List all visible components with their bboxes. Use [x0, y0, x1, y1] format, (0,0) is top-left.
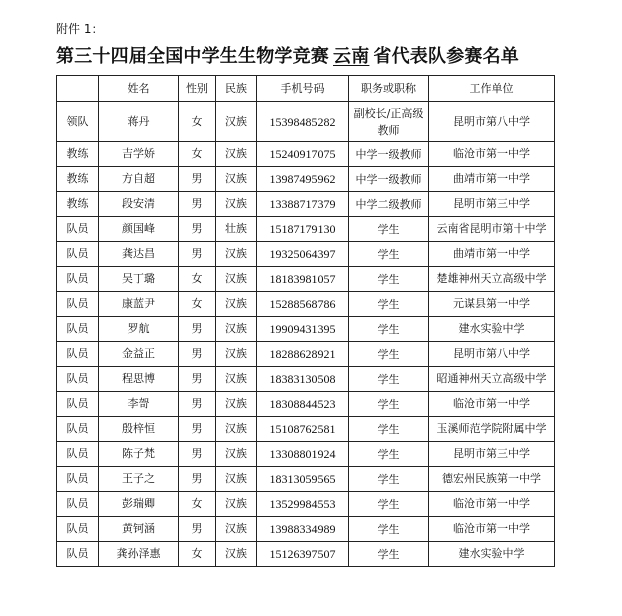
- table-row: [57, 367, 555, 392]
- unit-cell: 建水实验中学: [429, 317, 555, 342]
- role-cell: 队员: [57, 242, 99, 267]
- title-suffix: 省代表队参赛名单: [373, 46, 520, 67]
- name-cell: 颜国峰: [99, 217, 179, 242]
- title-cell: 学生: [349, 342, 429, 367]
- name-cell: 方自超: [99, 167, 179, 192]
- unit-cell: 昆明市第三中学: [429, 192, 555, 217]
- gender-cell: 女: [179, 267, 216, 292]
- table-row: [57, 102, 555, 142]
- role-cell: 队员: [57, 517, 99, 542]
- column-header-name: 姓名: [99, 76, 179, 102]
- unit-cell: 建水实验中学: [429, 542, 555, 567]
- column-header-phone: 手机号码: [257, 76, 349, 102]
- role-cell: 队员: [57, 217, 99, 242]
- table-row: [57, 317, 555, 342]
- title-prefix: 第三十四届全国中学生生物学竞赛: [56, 46, 329, 67]
- role-cell: 队员: [57, 367, 99, 392]
- roster-table: [56, 75, 555, 567]
- ethnicity-cell: 壮族: [216, 217, 257, 242]
- name-cell: 陈子梵: [99, 442, 179, 467]
- unit-cell: 昭通神州天立高级中学: [429, 367, 555, 392]
- gender-cell: 男: [179, 392, 216, 417]
- table-row: [57, 442, 555, 467]
- title-cell: 学生: [349, 467, 429, 492]
- role-cell: 队员: [57, 542, 99, 567]
- gender-cell: 女: [179, 542, 216, 567]
- unit-cell: 玉溪师范学院附属中学: [429, 417, 555, 442]
- table-row: [57, 342, 555, 367]
- role-cell: 教练: [57, 142, 99, 167]
- title-cell: 学生: [349, 267, 429, 292]
- column-header-unit: 工作单位: [429, 76, 555, 102]
- title-cell: 学生: [349, 442, 429, 467]
- phone-cell: 18383130508: [257, 367, 349, 392]
- table-row: [57, 492, 555, 517]
- title-cell: 学生: [349, 392, 429, 417]
- title-cell: 学生: [349, 292, 429, 317]
- ethnicity-cell: 汉族: [216, 467, 257, 492]
- title-cell: 中学一级教师: [349, 167, 429, 192]
- ethnicity-cell: 汉族: [216, 442, 257, 467]
- ethnicity-cell: 汉族: [216, 392, 257, 417]
- gender-cell: 男: [179, 467, 216, 492]
- phone-cell: 15240917075: [257, 142, 349, 167]
- document-title: [56, 42, 519, 68]
- role-cell: 队员: [57, 492, 99, 517]
- unit-cell: 昆明市第八中学: [429, 102, 555, 142]
- role-cell: 队员: [57, 442, 99, 467]
- ethnicity-cell: 汉族: [216, 292, 257, 317]
- phone-cell: 19909431395: [257, 317, 349, 342]
- name-cell: 康蓝尹: [99, 292, 179, 317]
- ethnicity-cell: 汉族: [216, 167, 257, 192]
- name-cell: 彭瑞卿: [99, 492, 179, 517]
- phone-cell: 18288628921: [257, 342, 349, 367]
- name-cell: 金益正: [99, 342, 179, 367]
- table-row: [57, 392, 555, 417]
- role-cell: 队员: [57, 317, 99, 342]
- header-row: [57, 76, 555, 102]
- name-cell: 龚孙泽惠: [99, 542, 179, 567]
- name-cell: 吴丁璐: [99, 267, 179, 292]
- gender-cell: 男: [179, 167, 216, 192]
- unit-cell: 昆明市第三中学: [429, 442, 555, 467]
- phone-cell: 15126397507: [257, 542, 349, 567]
- table-row: [57, 292, 555, 317]
- table-row: [57, 167, 555, 192]
- table-row: [57, 192, 555, 217]
- phone-cell: 13988334989: [257, 517, 349, 542]
- title-cell: 学生: [349, 542, 429, 567]
- title-cell: 中学二级教师: [349, 192, 429, 217]
- phone-cell: 13529984553: [257, 492, 349, 517]
- ethnicity-cell: 汉族: [216, 267, 257, 292]
- table-row: [57, 467, 555, 492]
- phone-cell: 19325064397: [257, 242, 349, 267]
- column-header-ethnicity: 民族: [216, 76, 257, 102]
- unit-cell: 临沧市第一中学: [429, 517, 555, 542]
- ethnicity-cell: 汉族: [216, 192, 257, 217]
- unit-cell: 曲靖市第一中学: [429, 242, 555, 267]
- column-header-role: [57, 76, 99, 102]
- gender-cell: 男: [179, 417, 216, 442]
- table-row: [57, 542, 555, 567]
- ethnicity-cell: 汉族: [216, 342, 257, 367]
- gender-cell: 男: [179, 517, 216, 542]
- ethnicity-cell: 汉族: [216, 142, 257, 167]
- gender-cell: 男: [179, 317, 216, 342]
- table-row: [57, 417, 555, 442]
- title-province: 云南: [333, 46, 370, 67]
- table-row: [57, 142, 555, 167]
- role-cell: 队员: [57, 467, 99, 492]
- name-cell: 龚达昌: [99, 242, 179, 267]
- phone-cell: 15108762581: [257, 417, 349, 442]
- title-cell: 学生: [349, 417, 429, 442]
- table-row: [57, 217, 555, 242]
- unit-cell: 曲靖市第一中学: [429, 167, 555, 192]
- annex-label: 附件 1：: [56, 22, 104, 36]
- gender-cell: 女: [179, 292, 216, 317]
- unit-cell: 德宏州民族第一中学: [429, 467, 555, 492]
- role-cell: 教练: [57, 192, 99, 217]
- title-cell: 学生: [349, 317, 429, 342]
- unit-cell: 临沧市第一中学: [429, 392, 555, 417]
- title-cell: 学生: [349, 217, 429, 242]
- title-cell: 副校长/正高级教师: [349, 102, 429, 142]
- ethnicity-cell: 汉族: [216, 517, 257, 542]
- unit-cell: 临沧市第一中学: [429, 492, 555, 517]
- name-cell: 王子之: [99, 467, 179, 492]
- phone-cell: 18313059565: [257, 467, 349, 492]
- name-cell: 段安清: [99, 192, 179, 217]
- role-cell: 队员: [57, 392, 99, 417]
- column-header-gender: 性别: [179, 76, 216, 102]
- name-cell: 程思博: [99, 367, 179, 392]
- unit-cell: 云南省昆明市第十中学: [429, 217, 555, 242]
- role-cell: 队员: [57, 342, 99, 367]
- title-cell: 学生: [349, 517, 429, 542]
- ethnicity-cell: 汉族: [216, 492, 257, 517]
- title-cell: 中学一级教师: [349, 142, 429, 167]
- name-cell: 李哿: [99, 392, 179, 417]
- ethnicity-cell: 汉族: [216, 542, 257, 567]
- name-cell: 黄钶涵: [99, 517, 179, 542]
- column-header-title: 职务或职称: [349, 76, 429, 102]
- ethnicity-cell: 汉族: [216, 242, 257, 267]
- gender-cell: 女: [179, 492, 216, 517]
- phone-cell: 15288568786: [257, 292, 349, 317]
- table-row: [57, 267, 555, 292]
- gender-cell: 男: [179, 192, 216, 217]
- table-row: [57, 242, 555, 267]
- role-cell: 队员: [57, 267, 99, 292]
- unit-cell: 楚雄神州天立高级中学: [429, 267, 555, 292]
- role-cell: 领队: [57, 102, 99, 142]
- gender-cell: 男: [179, 367, 216, 392]
- name-cell: 殷梓恒: [99, 417, 179, 442]
- unit-cell: 元谋县第一中学: [429, 292, 555, 317]
- phone-cell: 15187179130: [257, 217, 349, 242]
- gender-cell: 女: [179, 102, 216, 142]
- ethnicity-cell: 汉族: [216, 317, 257, 342]
- phone-cell: 15398485282: [257, 102, 349, 142]
- role-cell: 队员: [57, 417, 99, 442]
- phone-cell: 18183981057: [257, 267, 349, 292]
- unit-cell: 临沧市第一中学: [429, 142, 555, 167]
- roster-body: [57, 102, 555, 567]
- ethnicity-cell: 汉族: [216, 417, 257, 442]
- gender-cell: 男: [179, 342, 216, 367]
- phone-cell: 13388717379: [257, 192, 349, 217]
- ethnicity-cell: 汉族: [216, 102, 257, 142]
- ethnicity-cell: 汉族: [216, 367, 257, 392]
- name-cell: 蒋丹: [99, 102, 179, 142]
- name-cell: 罗航: [99, 317, 179, 342]
- name-cell: 吉学娇: [99, 142, 179, 167]
- role-cell: 教练: [57, 167, 99, 192]
- gender-cell: 男: [179, 242, 216, 267]
- gender-cell: 女: [179, 142, 216, 167]
- table-row: [57, 517, 555, 542]
- unit-cell: 昆明市第八中学: [429, 342, 555, 367]
- phone-cell: 13308801924: [257, 442, 349, 467]
- title-cell: 学生: [349, 492, 429, 517]
- title-cell: 学生: [349, 242, 429, 267]
- gender-cell: 男: [179, 217, 216, 242]
- phone-cell: 13987495962: [257, 167, 349, 192]
- role-cell: 队员: [57, 292, 99, 317]
- phone-cell: 18308844523: [257, 392, 349, 417]
- title-cell: 学生: [349, 367, 429, 392]
- gender-cell: 男: [179, 442, 216, 467]
